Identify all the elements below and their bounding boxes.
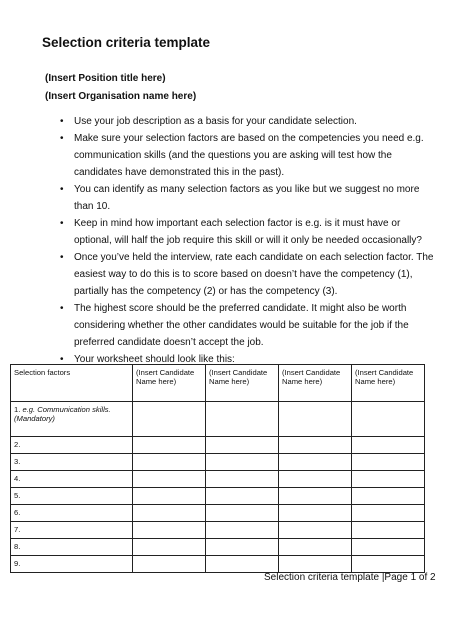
score-cell: [279, 402, 352, 437]
score-cell: [206, 488, 279, 505]
score-cell: [352, 488, 425, 505]
score-cell: [352, 522, 425, 539]
bullet-icon: •: [60, 354, 64, 365]
row-label: [11, 402, 133, 437]
score-cell: [206, 437, 279, 454]
table-row: [11, 402, 425, 437]
example-factor: e.g. Communication skills. (Mandatory): [14, 405, 111, 423]
bullet-icon: •: [60, 133, 64, 144]
row-number: 8.: [11, 539, 133, 556]
bullet-icon: •: [60, 252, 64, 263]
header-candidate-2: (Insert Candidate Name here): [206, 365, 279, 402]
score-cell: [133, 471, 206, 488]
row-number: 5.: [11, 488, 133, 505]
score-cell: [133, 437, 206, 454]
score-cell: [279, 471, 352, 488]
table-row: [11, 437, 425, 454]
table-row: [11, 471, 425, 488]
bullet-icon: •: [60, 218, 64, 229]
score-cell: [133, 402, 206, 437]
position-title-placeholder: (Insert Position title here): [45, 73, 166, 84]
header-candidate-4: (Insert Candidate Name here): [352, 365, 425, 402]
table-row: [11, 454, 425, 471]
bullet-text: Your worksheet should look like this:: [74, 354, 235, 365]
score-cell: [206, 522, 279, 539]
score-cell: [133, 522, 206, 539]
bullet-icon: •: [60, 116, 64, 127]
score-cell: [279, 505, 352, 522]
row-number: 3.: [11, 454, 133, 471]
score-cell: [279, 556, 352, 573]
page-footer: Selection criteria template |Page 1 of 2: [264, 572, 436, 583]
score-cell: [279, 488, 352, 505]
bullet-item: [0, 249, 474, 300]
header-candidate-1: (Insert Candidate Name here): [133, 365, 206, 402]
score-cell: [279, 454, 352, 471]
score-cell: [279, 539, 352, 556]
table-row: [11, 556, 425, 573]
score-cell: [206, 454, 279, 471]
bullet-text: The highest score should be the preferred candidate. It might also be worth considering whether the other candidates would be suitable for the job if the preferred candidate doesn’t accept the job.: [74, 303, 409, 348]
score-cell: [352, 556, 425, 573]
score-cell: [133, 556, 206, 573]
bullet-item: [0, 300, 474, 351]
score-cell: [352, 539, 425, 556]
bullet-text: Keep in mind how important each selection factor is e.g. is it must have or optional, will half the job require this skill or will it only be needed occasionally?: [74, 218, 422, 246]
score-cell: [133, 539, 206, 556]
score-cell: [133, 454, 206, 471]
guidance-bullet-list: [0, 113, 474, 368]
bullet-icon: •: [60, 303, 64, 314]
score-cell: [206, 556, 279, 573]
table-row: [11, 488, 425, 505]
bullet-item: [0, 113, 474, 130]
row-number: 7.: [11, 522, 133, 539]
bullet-icon: •: [60, 184, 64, 195]
document-title: Selection criteria template: [42, 35, 211, 50]
score-cell: [352, 454, 425, 471]
score-cell: [206, 539, 279, 556]
row-number: 6.: [11, 505, 133, 522]
bullet-item: [0, 215, 474, 249]
bullet-item: [0, 181, 474, 215]
score-cell: [352, 402, 425, 437]
table-row: [11, 539, 425, 556]
row-number: 1.: [14, 405, 21, 414]
bullet-text: Use your job description as a basis for your candidate selection.: [74, 116, 357, 127]
score-cell: [279, 437, 352, 454]
organisation-name-placeholder: (Insert Organisation name here): [45, 91, 197, 102]
row-number: 2.: [11, 437, 133, 454]
header-candidate-3: (Insert Candidate Name here): [279, 365, 352, 402]
table-row: [11, 505, 425, 522]
selection-worksheet-table: [10, 364, 425, 573]
table-header-row: [11, 365, 425, 402]
bullet-item: [0, 130, 474, 181]
score-cell: [352, 437, 425, 454]
score-cell: [206, 402, 279, 437]
score-cell: [206, 505, 279, 522]
score-cell: [352, 505, 425, 522]
row-number: 4.: [11, 471, 133, 488]
header-selection-factors: Selection factors: [11, 365, 133, 402]
score-cell: [352, 471, 425, 488]
table-row: [11, 522, 425, 539]
score-cell: [206, 471, 279, 488]
bullet-text: Make sure your selection factors are based on the competencies you need e.g. communication skills (and the questions you are asking will test how the candidates have demonstrated this in the past).: [74, 133, 424, 178]
bullet-text: Once you’ve held the interview, rate each candidate on each selection factor. The easiest way to do this is to score based on doesn’t have the competency (1), partially has the competency (2) or has the competency (3).: [74, 252, 434, 297]
row-number: 9.: [11, 556, 133, 573]
score-cell: [133, 505, 206, 522]
score-cell: [133, 488, 206, 505]
bullet-text: You can identify as many selection factors as you like but we suggest no more than 10.: [74, 184, 420, 212]
score-cell: [279, 522, 352, 539]
